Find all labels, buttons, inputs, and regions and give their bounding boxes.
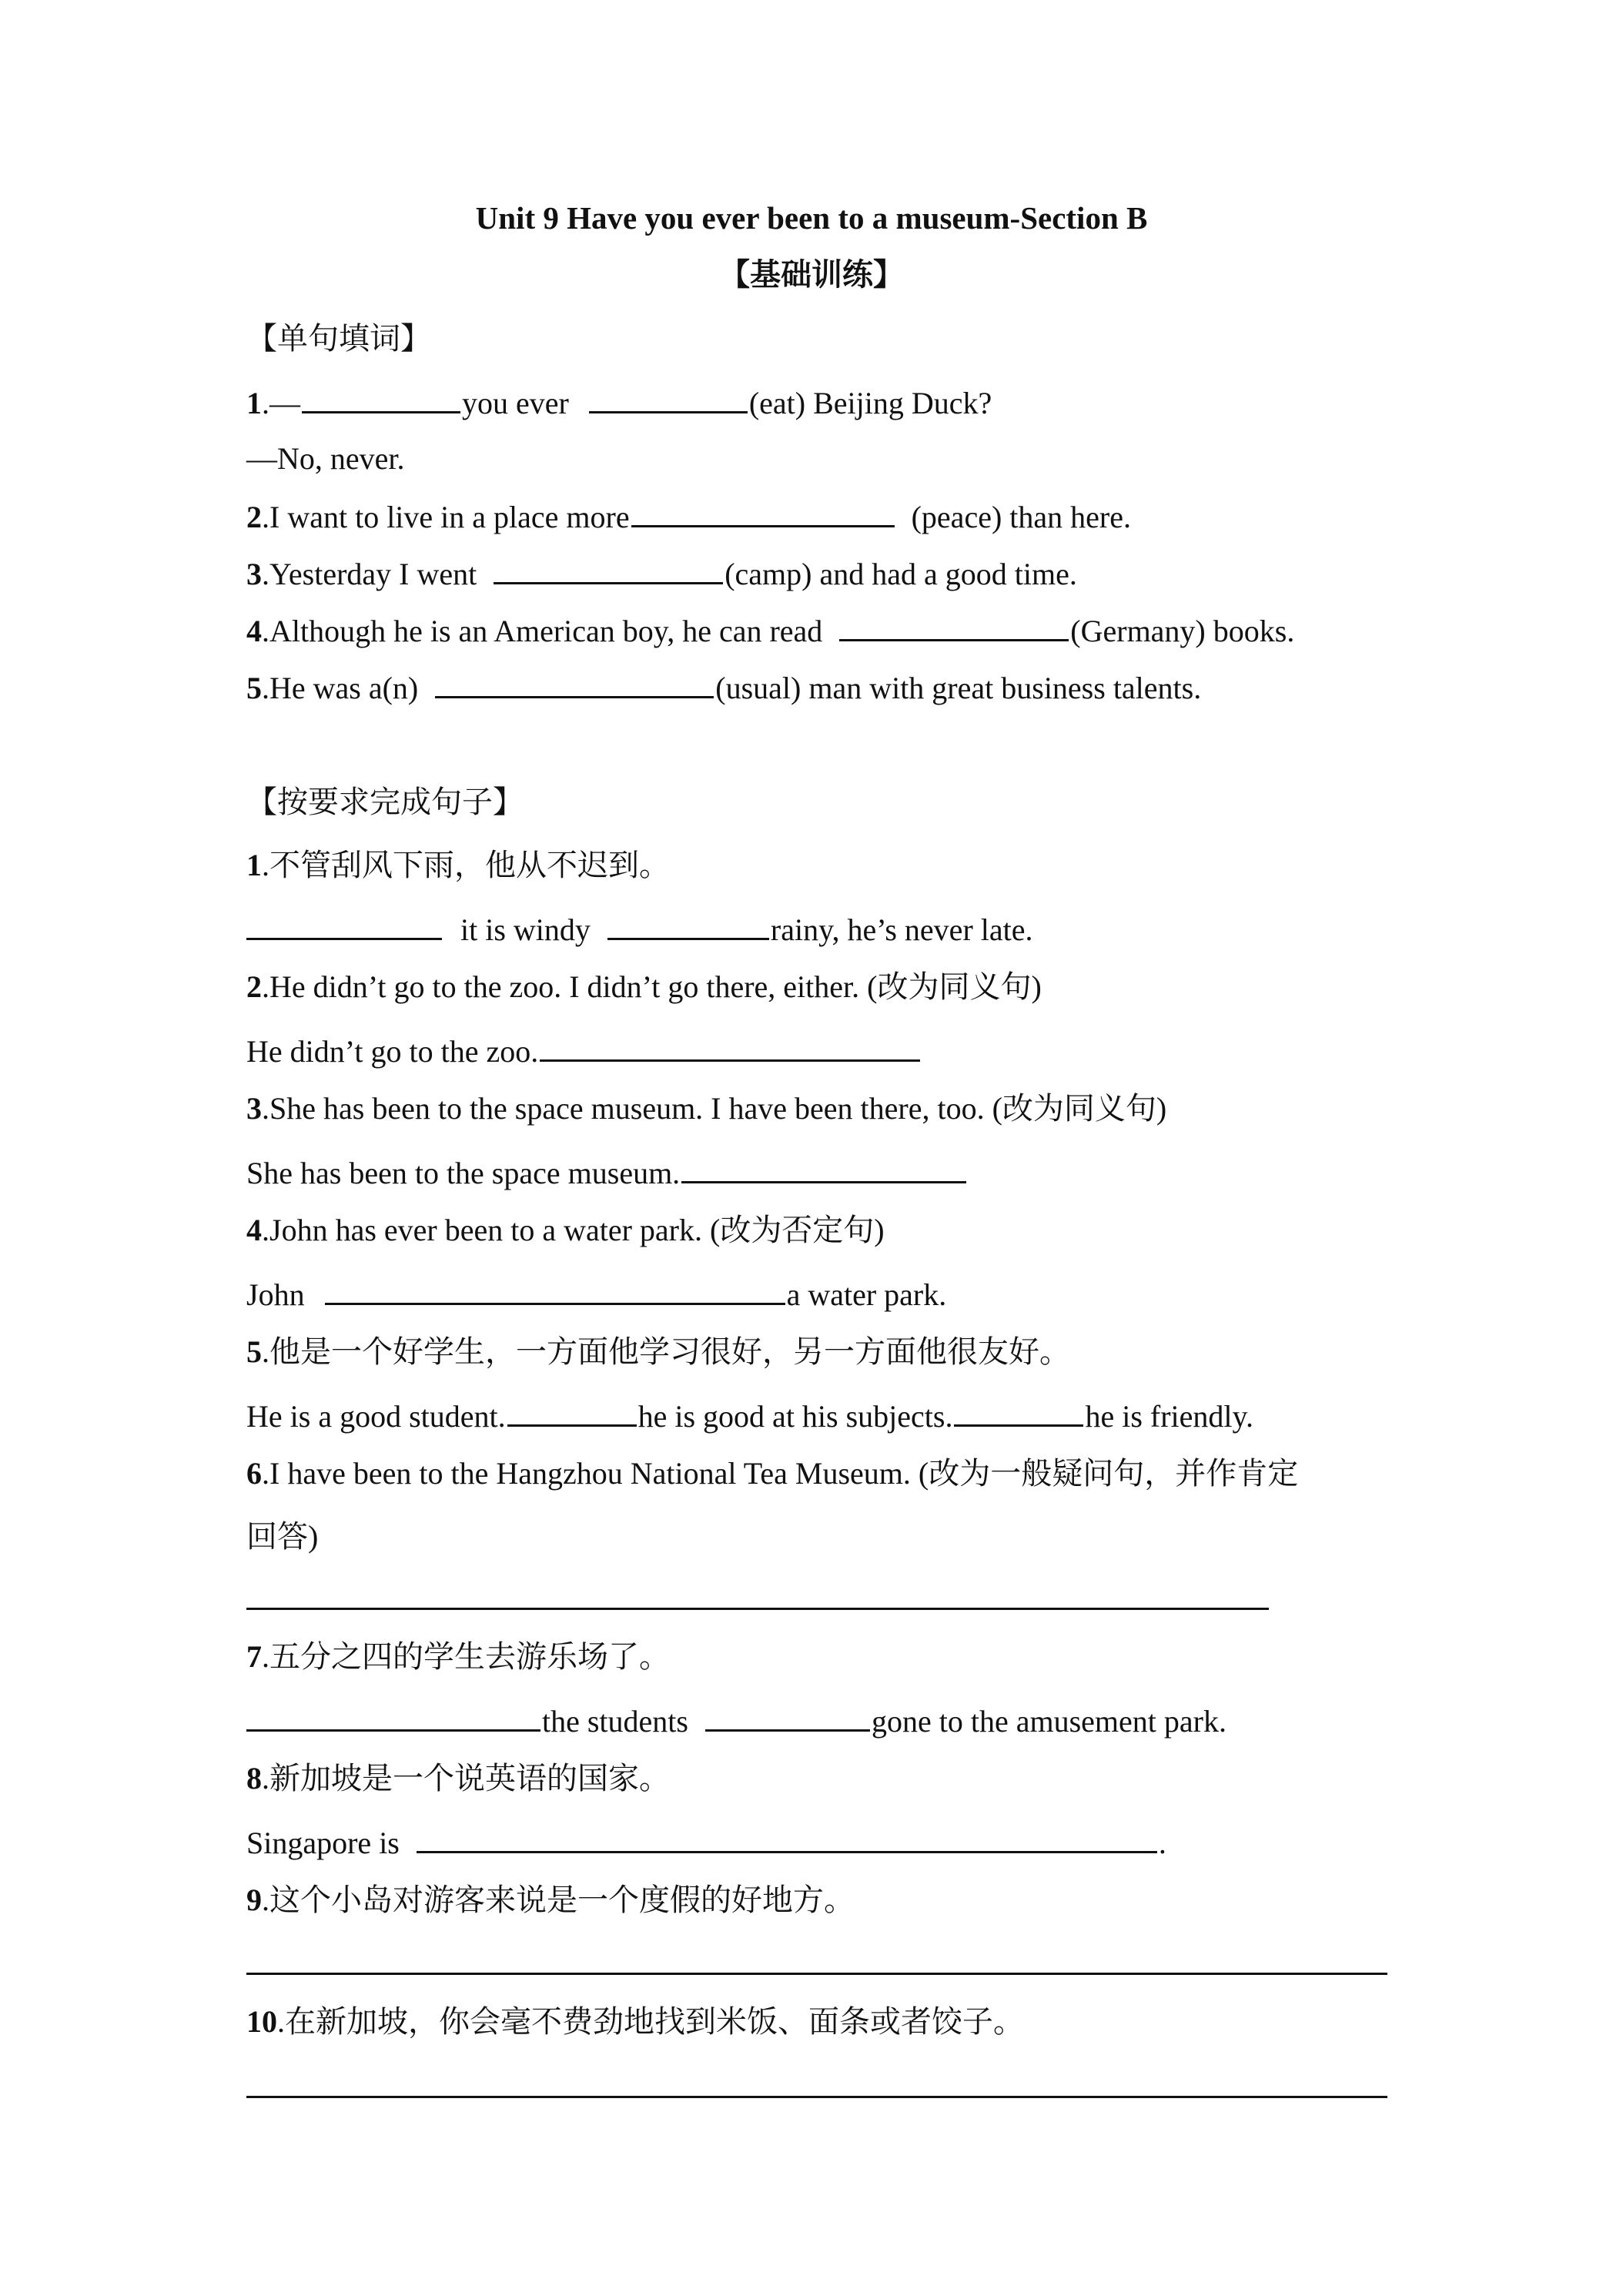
- q-text: She has been to the space museum.: [246, 1156, 681, 1190]
- s2-q6-prompt: [246, 1455, 1298, 1492]
- s2-q10-prompt: [246, 2003, 1024, 2040]
- q-text: .—: [262, 386, 300, 420]
- q-text: He didn’t go to the zoo.: [246, 1034, 539, 1069]
- q-number: 1: [246, 848, 262, 882]
- answer-blank[interactable]: [607, 910, 769, 940]
- q-text: .他是一个好学生，一方面他学习很好，另一方面他很友好。: [262, 1334, 1070, 1369]
- q-text: .She has been to the space museum. I have been there, too. (改为同义句): [262, 1091, 1167, 1126]
- answer-blank[interactable]: [325, 1275, 785, 1305]
- s1-q5: [246, 668, 1201, 705]
- s2-q3-prompt: [246, 1090, 1166, 1127]
- q-number: 4: [246, 614, 262, 648]
- s2-q7-prompt: [246, 1638, 670, 1675]
- s2-q2-prompt: [246, 969, 1042, 1006]
- q-number: 4: [246, 1213, 262, 1247]
- q-text: .Yesterday I went: [262, 557, 485, 591]
- s2-q4-answer: [246, 1275, 946, 1312]
- answer-line[interactable]: [246, 1973, 1387, 1975]
- s2-q4-prompt: [246, 1212, 885, 1249]
- section2-heading: 【按要求完成句子】: [246, 785, 524, 819]
- q-text: (camp) and had a good time.: [724, 557, 1077, 591]
- answer-line[interactable]: [246, 2096, 1387, 2098]
- q-text: he is good at his subjects.: [637, 1399, 953, 1434]
- q-text: you ever: [462, 386, 577, 420]
- s1-q1-reply: —No, never.: [246, 441, 405, 476]
- q-text: .He didn’t go to the zoo. I didn’t go there, either. (改为同义句): [262, 969, 1042, 1004]
- q-number: 5: [246, 1334, 262, 1369]
- q-text: .I have been to the Hangzhou National Tea Museum. (改为一般疑问句，并作肯定: [262, 1456, 1299, 1491]
- q-text: .I want to live in a place more: [262, 500, 630, 534]
- s2-q6-prompt-cont: 回答): [246, 1519, 319, 1554]
- answer-blank[interactable]: [302, 383, 460, 413]
- answer-blank[interactable]: [631, 497, 895, 527]
- s2-q1-answer: [246, 910, 1033, 947]
- answer-blank[interactable]: [954, 1397, 1083, 1427]
- s2-q5-prompt: [246, 1334, 1070, 1371]
- s2-q5-answer: [246, 1397, 1253, 1434]
- s2-q3-answer: [246, 1153, 968, 1190]
- q-text: gone to the amusement park.: [871, 1704, 1226, 1739]
- q-text: rainy, he’s never late.: [770, 912, 1033, 947]
- s1-q1: [246, 383, 992, 420]
- q-text: .这个小岛对游客来说是一个度假的好地方。: [262, 1883, 855, 1917]
- answer-blank[interactable]: [540, 1032, 920, 1062]
- q-text: .在新加坡，你会毫不费劲地找到米饭、面条或者饺子。: [277, 2004, 1024, 2039]
- answer-blank[interactable]: [494, 554, 723, 584]
- q-text: it is windy: [453, 912, 598, 947]
- q-number: 7: [246, 1639, 262, 1674]
- answer-blank[interactable]: [417, 1823, 1157, 1853]
- answer-line[interactable]: [246, 1608, 1269, 1610]
- s2-q7-answer: [246, 1702, 1226, 1739]
- q-text: John: [246, 1277, 313, 1312]
- q-number: 3: [246, 1091, 262, 1126]
- s2-q9-prompt: [246, 1882, 855, 1919]
- q-number: 6: [246, 1456, 262, 1491]
- answer-blank[interactable]: [507, 1397, 637, 1427]
- q-text: He is a good student.: [246, 1399, 506, 1434]
- q-number: 9: [246, 1883, 262, 1917]
- s2-q8-answer: [246, 1823, 1166, 1860]
- answer-blank[interactable]: [246, 1702, 540, 1732]
- q-text: .Although he is an American boy, he can read: [262, 614, 831, 648]
- q-number: 3: [246, 557, 262, 591]
- s1-q4: [246, 611, 1294, 648]
- q-text: .: [1158, 1826, 1166, 1860]
- s2-q1-prompt: [246, 847, 670, 884]
- page-title: Unit 9 Have you ever been to a museum-Section B: [475, 200, 1148, 236]
- answer-blank[interactable]: [589, 383, 748, 413]
- s2-q2-answer: [246, 1032, 922, 1069]
- s1-q3: [246, 554, 1077, 591]
- q-number: 5: [246, 671, 262, 705]
- q-number: 8: [246, 1761, 262, 1796]
- answer-blank[interactable]: [435, 668, 714, 698]
- q-text: (usual) man with great business talents.: [715, 671, 1202, 705]
- q-number: 10: [246, 2004, 277, 2039]
- q-number: 2: [246, 500, 262, 534]
- s2-q8-prompt: [246, 1760, 670, 1797]
- page-subtitle: 【基础训练】: [719, 257, 904, 292]
- q-text: (Germany) books.: [1070, 614, 1295, 648]
- q-text: .新加坡是一个说英语的国家。: [262, 1761, 670, 1796]
- q-number: 1: [246, 386, 262, 420]
- q-text: he is friendly.: [1085, 1399, 1253, 1434]
- q-text: .五分之四的学生去游乐场了。: [262, 1639, 670, 1674]
- q-text: (eat) Beijing Duck?: [748, 386, 992, 420]
- q-text: (peace) than here.: [911, 500, 1131, 534]
- q-text: the students: [542, 1704, 696, 1739]
- section1-heading: 【单句填词】: [246, 321, 431, 356]
- answer-blank[interactable]: [839, 611, 1069, 641]
- q-text: .不管刮风下雨，他从不迟到。: [262, 848, 670, 882]
- answer-blank[interactable]: [705, 1702, 870, 1732]
- q-text: .John has ever been to a water park. (改为否定句): [262, 1213, 885, 1247]
- s1-q2: [246, 497, 1131, 534]
- q-number: 2: [246, 969, 262, 1004]
- q-text: .He was a(n): [262, 671, 427, 705]
- answer-blank[interactable]: [246, 910, 442, 940]
- q-text: Singapore is: [246, 1826, 407, 1860]
- q-text: a water park.: [786, 1277, 947, 1312]
- answer-blank[interactable]: [681, 1153, 966, 1183]
